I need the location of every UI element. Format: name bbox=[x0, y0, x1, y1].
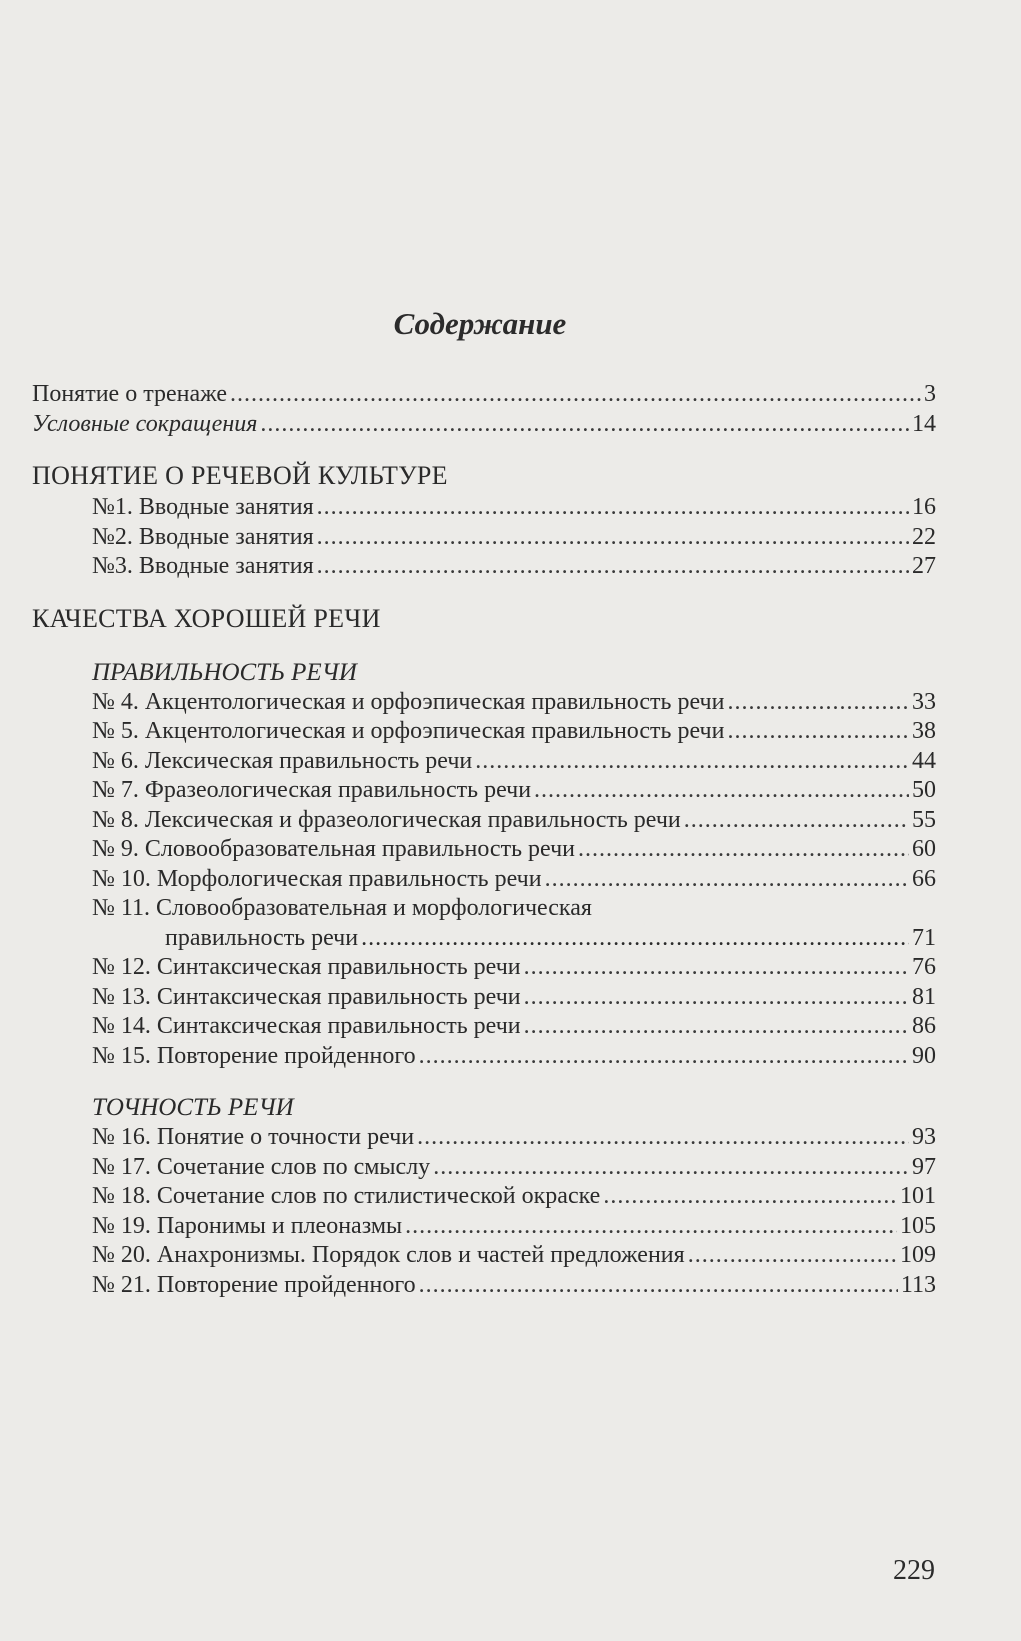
toc-entry-page: 22 bbox=[912, 523, 936, 550]
toc-entry bbox=[32, 1012, 936, 1042]
toc-entry-label: Понятие о тренаже bbox=[32, 381, 228, 407]
toc-entry-label: № 6. Лексическая правильность речи bbox=[92, 747, 473, 774]
toc-entry bbox=[32, 865, 936, 895]
dot-leader bbox=[317, 523, 909, 553]
toc-entry-label: № 16. Понятие о точности речи bbox=[92, 1124, 415, 1150]
toc-entry-page: 76 bbox=[912, 954, 936, 980]
toc-entry-page: 66 bbox=[912, 865, 936, 892]
dot-leader bbox=[317, 552, 909, 582]
dot-leader bbox=[230, 380, 921, 410]
toc-entry-label: № 20. Анахронизмы. Порядок слов и частей предложения bbox=[92, 1242, 685, 1268]
toc-entry-continuation bbox=[92, 924, 936, 954]
toc-entry-label: №2. Вводные занятия bbox=[92, 523, 314, 550]
toc-entry-page: 71 bbox=[912, 924, 936, 951]
toc-entry bbox=[32, 835, 936, 865]
toc-entry-label: № 10. Морфологическая правильность речи bbox=[92, 865, 542, 892]
toc-entry bbox=[32, 493, 936, 523]
dot-leader bbox=[419, 1271, 898, 1301]
section-heading-2: КАЧЕСТВА ХОРОШЕЙ РЕЧИ bbox=[32, 603, 381, 633]
dot-leader bbox=[727, 717, 909, 747]
toc-entry-front-1 bbox=[32, 380, 936, 410]
toc-entry-page: 81 bbox=[912, 983, 936, 1010]
toc-entry-label: № 15. Повторение пройденного bbox=[92, 1042, 416, 1069]
dot-leader bbox=[524, 953, 909, 983]
toc-entry-page: 109 bbox=[900, 1242, 936, 1268]
toc-entry bbox=[32, 717, 936, 747]
dot-leader bbox=[545, 865, 909, 895]
subsection-heading-2: ТОЧНОСТЬ РЕЧИ bbox=[92, 1094, 294, 1121]
toc-entry-label: № 17. Сочетание слов по смыслу bbox=[92, 1153, 431, 1180]
page-number: 229 bbox=[893, 1555, 935, 1586]
toc-entry-multiline bbox=[32, 894, 936, 953]
dot-leader bbox=[260, 410, 909, 440]
toc-entry-page: 97 bbox=[912, 1153, 936, 1180]
toc-entry bbox=[32, 1212, 936, 1242]
toc-entry-page: 93 bbox=[912, 1124, 936, 1150]
toc-entry-label: № 21. Повторение пройденного bbox=[92, 1271, 416, 1298]
toc-entry bbox=[32, 1241, 936, 1271]
toc-entry bbox=[32, 1153, 936, 1183]
toc-entry-label: № 5. Акцентологическая и орфоэпическая правильность речи bbox=[92, 718, 725, 744]
toc-entry bbox=[32, 1042, 936, 1072]
toc-entry-label-line2: правильность речи bbox=[165, 924, 359, 951]
dot-leader bbox=[603, 1182, 897, 1212]
dot-leader bbox=[405, 1212, 897, 1242]
toc-entry bbox=[32, 1182, 936, 1212]
toc-entry-label: № 13. Синтаксическая правильность речи bbox=[92, 983, 521, 1010]
toc-entry-label: №3. Вводные занятия bbox=[92, 553, 314, 579]
dot-leader bbox=[524, 1012, 909, 1042]
dot-leader bbox=[524, 983, 909, 1013]
toc-entry-page: 27 bbox=[912, 553, 936, 579]
toc-entry-label: № 19. Паронимы и плеоназмы bbox=[92, 1212, 403, 1239]
dot-leader bbox=[433, 1153, 909, 1183]
toc-entry-label: Условные сокращения bbox=[32, 410, 258, 437]
toc-entry bbox=[32, 983, 936, 1013]
dot-leader bbox=[317, 493, 909, 523]
toc-entry-page: 44 bbox=[912, 747, 936, 774]
dot-leader bbox=[684, 806, 909, 836]
toc-entry bbox=[32, 552, 936, 582]
toc-entry bbox=[32, 1271, 936, 1301]
toc-entry-page: 113 bbox=[900, 1271, 936, 1298]
toc-entry bbox=[32, 523, 936, 553]
dot-leader bbox=[534, 776, 909, 806]
page-title: Содержание bbox=[393, 306, 567, 341]
subsection-heading-1: ПРАВИЛЬНОСТЬ РЕЧИ bbox=[92, 658, 357, 686]
toc-entry-page: 60 bbox=[912, 836, 936, 862]
section-heading-1: ПОНЯТИЕ О РЕЧЕВОЙ КУЛЬТУРЕ bbox=[32, 461, 448, 490]
toc-entry-label: № 18. Сочетание слов по стилистической окраске bbox=[92, 1183, 601, 1209]
dot-leader bbox=[361, 924, 909, 954]
toc-entry-page: 86 bbox=[912, 1013, 936, 1039]
toc-entry-page: 105 bbox=[900, 1212, 936, 1239]
toc-entry bbox=[32, 747, 936, 777]
toc-entry-page: 38 bbox=[912, 718, 936, 744]
toc-entry-label: № 8. Лексическая и фразеологическая правильность речи bbox=[92, 806, 681, 833]
toc-entry-front-2 bbox=[32, 410, 936, 440]
toc-entry bbox=[32, 688, 936, 718]
dot-leader bbox=[578, 835, 909, 865]
toc-entry-page: 14 bbox=[912, 410, 936, 437]
toc-entry-label: № 4. Акцентологическая и орфоэпическая правильность речи bbox=[92, 688, 725, 715]
toc-entry-label: № 9. Словообразовательная правильность речи bbox=[92, 836, 575, 862]
toc-entry bbox=[32, 806, 936, 836]
toc-entry-page: 55 bbox=[912, 806, 936, 833]
toc-entry-page: 3 bbox=[924, 381, 936, 407]
toc-entry-page: 101 bbox=[900, 1183, 936, 1209]
toc-entry-label-line1: № 11. Словообразовательная и морфологическая bbox=[92, 895, 592, 921]
dot-leader bbox=[417, 1123, 909, 1153]
dot-leader bbox=[419, 1042, 909, 1072]
toc-entry bbox=[32, 776, 936, 806]
toc-entry-page: 16 bbox=[912, 494, 936, 520]
toc-entry bbox=[32, 1123, 936, 1153]
toc-entry-label: № 12. Синтаксическая правильность речи bbox=[92, 954, 521, 980]
toc-entry-label: № 7. Фразеологическая правильность речи bbox=[92, 777, 532, 803]
toc-entry bbox=[32, 953, 936, 983]
dot-leader bbox=[727, 688, 909, 718]
table-of-contents bbox=[32, 380, 936, 1300]
toc-entry-label: № 14. Синтаксическая правильность речи bbox=[92, 1013, 521, 1039]
dot-leader bbox=[475, 747, 909, 777]
toc-entry-page: 50 bbox=[912, 777, 936, 803]
toc-entry-page: 90 bbox=[912, 1042, 936, 1069]
toc-entry-label: №1. Вводные занятия bbox=[92, 494, 314, 520]
toc-entry-page: 33 bbox=[912, 688, 936, 715]
dot-leader bbox=[688, 1241, 897, 1271]
